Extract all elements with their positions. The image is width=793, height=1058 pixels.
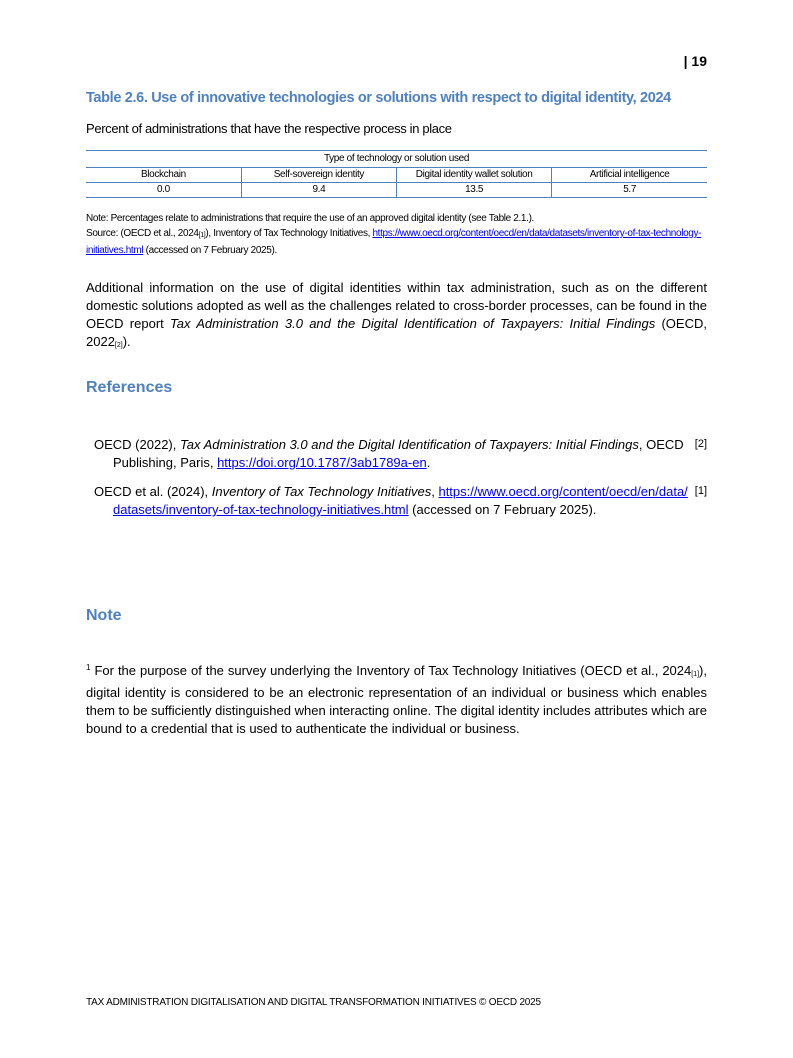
page-footer: TAX ADMINISTRATION DIGITALISATION AND DIGITAL TRANSFORMATION INITIATIVES © OECD 2025 xyxy=(86,997,541,1008)
technology-table xyxy=(86,150,707,198)
column-header-ai: Artificial intelligence xyxy=(552,168,707,183)
reference-item: OECD (2022), Tax Administration 3.0 and the Digital Identification of Taxpayers: Initial Findings, OECD Publishing, Paris, https://doi.org/10.1787/3ab1789a-en. [2] xyxy=(94,437,707,470)
reference-title: Inventory of Tax Technology Initiatives xyxy=(211,484,432,499)
paragraph-ref-marker: [2] xyxy=(114,342,123,349)
source-ref-marker: [1] xyxy=(198,232,206,239)
table-row xyxy=(86,183,707,198)
references-heading: References xyxy=(86,379,173,396)
source-link[interactable]: https://www.oecd.org/content/oecd/en/data/datasets/inventory-of-tax-technology-initiatives.html xyxy=(86,228,702,256)
table-title: Table 2.6. Use of innovative technologies or solutions with respect to digital identity, 2024 xyxy=(86,90,671,106)
column-header-blockchain: Blockchain xyxy=(86,168,241,183)
table-cell: 13.5 xyxy=(397,183,552,198)
reference-link[interactable]: https://www.oecd.org/content/oecd/en/data/datasets/inventory-of-tax-technology-initiatives.html xyxy=(113,484,688,517)
table-group-header: Type of technology or solution used xyxy=(86,151,707,168)
table-cell: 0.0 xyxy=(86,183,241,198)
reference-tag: [1] xyxy=(694,485,707,497)
table-subtitle: Percent of administrations that have the respective process in place xyxy=(86,121,452,136)
reference-title: Tax Administration 3.0 and the Digital Identification of Taxpayers: Initial Findings xyxy=(179,437,639,452)
footnote-ref-marker: [1] xyxy=(691,671,700,678)
note-heading: Note xyxy=(86,607,122,624)
reference-item: OECD et al. (2024), Inventory of Tax Technology Initiatives, https://www.oecd.org/content/oecd/en/data/datasets/inventory-of-tax-technology-initiatives.html (accessed on 7 February 2025). [1] xyxy=(94,484,707,517)
reference-link[interactable]: https://doi.org/10.1787/3ab1789a-en xyxy=(217,455,427,470)
table-source: Source: (OECD et al., 2024[1]), Inventory of Tax Technology Initiatives, https://www.oecd.org/content/oecd/en/data/datasets/inventory-of-tax-technology-initiatives.html (accessed on 7 February 2025). xyxy=(86,228,702,256)
table-cell: 5.7 xyxy=(552,183,707,198)
footnote-marker: 1 xyxy=(86,663,91,672)
body-paragraph: Additional information on the use of digital identities within tax administration, such as on the different domestic solutions adopted as well as the challenges related to cross-border processes, can be found in the OECD report Tax Administration 3.0 and the Digital Identification of Taxpayers: Initial Findings (OECD, 2022[2]). xyxy=(86,280,707,349)
table-notes xyxy=(86,211,711,258)
page-number: | 19 xyxy=(683,53,707,69)
table-note: Note: Percentages relate to administrations that require the use of an approved digital identity (see Table 2.1.). xyxy=(86,213,534,224)
column-header-wallet: Digital identity wallet solution xyxy=(397,168,552,183)
reference-tag: [2] xyxy=(694,438,707,450)
report-title: Tax Administration 3.0 and the Digital Identification of Taxpayers: Initial Findings xyxy=(170,316,656,331)
column-header-self-sovereign: Self-sovereign identity xyxy=(241,168,396,183)
footnote: $^1$ For the purpose of the survey underlying the Inventory of Tax Technology Initiatives (OECD et al., 2024[1]), digital identity is considered to be an electronic representation of an individual or business which enables them to be sufficiently distinguished when interacting online. The digital identity includes attributes which are bound to a credential that is used to authenticate the individual or business. xyxy=(86,663,707,736)
table-cell: 9.4 xyxy=(241,183,396,198)
